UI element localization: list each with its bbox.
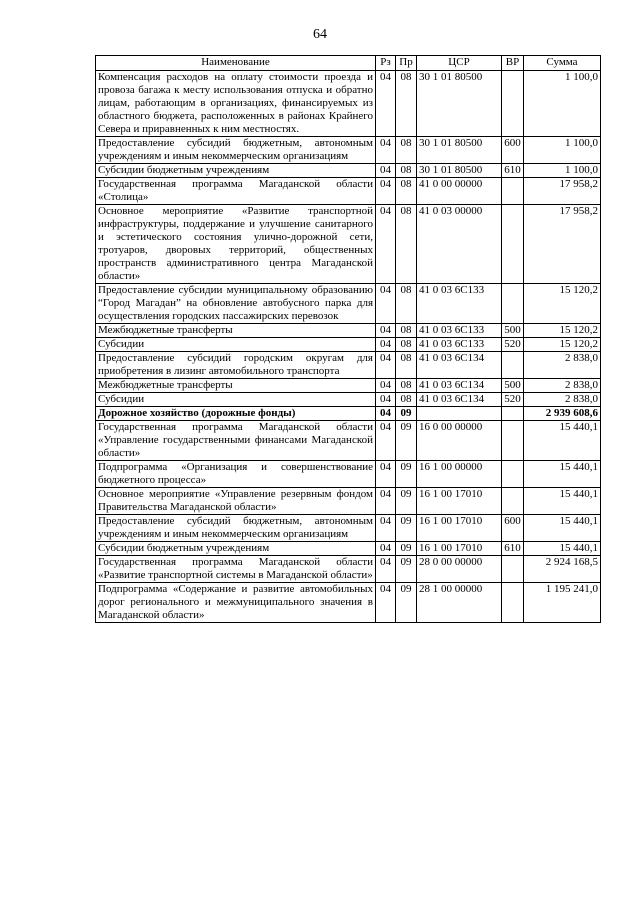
cell-csr: 41 0 03 6С133 — [417, 284, 502, 324]
cell-csr: 41 0 00 00000 — [417, 178, 502, 205]
cell-vr — [502, 178, 524, 205]
cell-pr: 09 — [396, 583, 417, 623]
cell-name: Основное мероприятие «Развитие транспортной инфраструктуры, поддержание и улучшение санитарного и эстетического состояния улично-дорожной сети, тротуаров, дворовых территорий, общественных пространств административного центра Магаданской области» — [96, 205, 376, 284]
page-number: 64 — [313, 27, 327, 42]
cell-vr — [502, 583, 524, 623]
cell-rz: 04 — [376, 352, 396, 379]
header-pr: Пр — [396, 56, 417, 71]
cell-csr: 30 1 01 80500 — [417, 137, 502, 164]
cell-pr: 09 — [396, 488, 417, 515]
table-row — [96, 71, 601, 137]
table-row — [96, 583, 601, 623]
cell-rz: 04 — [376, 338, 396, 352]
cell-name: Компенсация расходов на оплату стоимости проезда и провоза багажа к месту использования отпуска и обратно лицам, работающим в организациях, финансируемых из областного бюджета, расположенных в районах Крайнего Севера и приравненных к ним местностях. — [96, 71, 376, 137]
cell-pr: 08 — [396, 338, 417, 352]
cell-sum: 17 958,2 — [524, 205, 601, 284]
cell-rz: 04 — [376, 164, 396, 178]
cell-sum: 15 440,1 — [524, 542, 601, 556]
cell-csr: 41 0 03 6С134 — [417, 379, 502, 393]
cell-vr: 610 — [502, 164, 524, 178]
cell-csr: 30 1 01 80500 — [417, 164, 502, 178]
cell-csr: 41 0 03 6С133 — [417, 338, 502, 352]
cell-pr: 08 — [396, 164, 417, 178]
cell-rz: 04 — [376, 515, 396, 542]
cell-pr: 09 — [396, 407, 417, 421]
cell-name: Субсидии бюджетным учреждениям — [96, 542, 376, 556]
cell-pr: 09 — [396, 542, 417, 556]
cell-rz: 04 — [376, 393, 396, 407]
cell-name: Государственная программа Магаданской области «Столица» — [96, 178, 376, 205]
cell-vr: 600 — [502, 137, 524, 164]
header-sum: Сумма — [524, 56, 601, 71]
table-row — [96, 515, 601, 542]
cell-sum: 1 100,0 — [524, 164, 601, 178]
table-body — [96, 71, 601, 623]
cell-vr: 520 — [502, 338, 524, 352]
table-row — [96, 542, 601, 556]
header-rz: Рз — [376, 56, 396, 71]
cell-pr: 08 — [396, 178, 417, 205]
cell-sum: 15 120,2 — [524, 324, 601, 338]
cell-rz: 04 — [376, 137, 396, 164]
cell-csr: 16 1 00 00000 — [417, 461, 502, 488]
cell-vr: 520 — [502, 393, 524, 407]
cell-pr: 09 — [396, 421, 417, 461]
cell-csr: 41 0 03 00000 — [417, 205, 502, 284]
cell-sum: 2 838,0 — [524, 393, 601, 407]
cell-pr: 08 — [396, 379, 417, 393]
cell-pr: 08 — [396, 352, 417, 379]
cell-csr: 16 1 00 17010 — [417, 515, 502, 542]
cell-rz: 04 — [376, 421, 396, 461]
cell-pr: 08 — [396, 324, 417, 338]
cell-name: Субсидии — [96, 393, 376, 407]
cell-sum: 2 924 168,5 — [524, 556, 601, 583]
cell-name: Субсидии — [96, 338, 376, 352]
cell-name: Межбюджетные трансферты — [96, 324, 376, 338]
cell-csr: 30 1 01 80500 — [417, 71, 502, 137]
cell-rz: 04 — [376, 379, 396, 393]
cell-sum: 2 939 608,6 — [524, 407, 601, 421]
cell-pr: 09 — [396, 556, 417, 583]
cell-csr: 41 0 03 6С133 — [417, 324, 502, 338]
cell-name: Основное мероприятие «Управление резервным фондом Правительства Магаданской области» — [96, 488, 376, 515]
cell-name: Подпрограмма «Содержание и развитие автомобильных дорог регионального и межмуниципального значения в Магаданской области» — [96, 583, 376, 623]
table-row — [96, 178, 601, 205]
cell-sum: 15 120,2 — [524, 338, 601, 352]
cell-rz: 04 — [376, 407, 396, 421]
cell-name: Межбюджетные трансферты — [96, 379, 376, 393]
cell-vr — [502, 407, 524, 421]
cell-vr: 600 — [502, 515, 524, 542]
cell-vr — [502, 556, 524, 583]
cell-sum: 15 440,1 — [524, 461, 601, 488]
budget-table — [95, 55, 601, 623]
cell-csr: 41 0 03 6С134 — [417, 352, 502, 379]
cell-vr — [502, 205, 524, 284]
cell-csr — [417, 407, 502, 421]
cell-csr: 16 1 00 17010 — [417, 542, 502, 556]
cell-vr — [502, 352, 524, 379]
cell-rz: 04 — [376, 461, 396, 488]
cell-sum: 17 958,2 — [524, 178, 601, 205]
cell-sum: 2 838,0 — [524, 379, 601, 393]
cell-pr: 08 — [396, 71, 417, 137]
cell-vr — [502, 71, 524, 137]
cell-name: Предоставление субсидий бюджетным, автономным учреждениям и иным некоммерческим организациям — [96, 137, 376, 164]
cell-rz: 04 — [376, 556, 396, 583]
cell-vr — [502, 421, 524, 461]
cell-sum: 15 440,1 — [524, 515, 601, 542]
cell-rz: 04 — [376, 178, 396, 205]
cell-sum: 2 838,0 — [524, 352, 601, 379]
table-row — [96, 137, 601, 164]
cell-name: Дорожное хозяйство (дорожные фонды) — [96, 407, 376, 421]
cell-sum: 15 120,2 — [524, 284, 601, 324]
table-row — [96, 461, 601, 488]
header-vr: ВР — [502, 56, 524, 71]
table-row — [96, 164, 601, 178]
cell-vr: 610 — [502, 542, 524, 556]
cell-csr: 28 1 00 00000 — [417, 583, 502, 623]
cell-name: Государственная программа Магаданской области «Развитие транспортной системы в Магаданской области» — [96, 556, 376, 583]
table-row — [96, 338, 601, 352]
cell-pr: 08 — [396, 284, 417, 324]
header-csr: ЦСР — [417, 56, 502, 71]
cell-vr — [502, 284, 524, 324]
cell-rz: 04 — [376, 583, 396, 623]
cell-vr: 500 — [502, 379, 524, 393]
table-row — [96, 407, 601, 421]
cell-pr: 08 — [396, 137, 417, 164]
cell-vr — [502, 461, 524, 488]
table-row — [96, 324, 601, 338]
cell-sum: 1 100,0 — [524, 71, 601, 137]
header-name: Наименование — [96, 56, 376, 71]
cell-rz: 04 — [376, 488, 396, 515]
cell-sum: 15 440,1 — [524, 488, 601, 515]
table-row — [96, 488, 601, 515]
cell-csr: 16 1 00 17010 — [417, 488, 502, 515]
cell-pr: 08 — [396, 205, 417, 284]
cell-pr: 09 — [396, 461, 417, 488]
cell-rz: 04 — [376, 205, 396, 284]
cell-vr — [502, 488, 524, 515]
cell-sum: 1 100,0 — [524, 137, 601, 164]
cell-name: Предоставление субсидий городским округам для приобретения в лизинг автомобильного транспорта — [96, 352, 376, 379]
cell-sum: 1 195 241,0 — [524, 583, 601, 623]
cell-rz: 04 — [376, 542, 396, 556]
table-row — [96, 556, 601, 583]
cell-name: Субсидии бюджетным учреждениям — [96, 164, 376, 178]
cell-rz: 04 — [376, 324, 396, 338]
cell-pr: 09 — [396, 515, 417, 542]
cell-sum: 15 440,1 — [524, 421, 601, 461]
cell-csr: 28 0 00 00000 — [417, 556, 502, 583]
table-row — [96, 379, 601, 393]
table-row — [96, 393, 601, 407]
table-row — [96, 205, 601, 284]
cell-rz: 04 — [376, 284, 396, 324]
cell-rz: 04 — [376, 71, 396, 137]
cell-name: Подпрограмма «Организация и совершенствование бюджетного процесса» — [96, 461, 376, 488]
table-row — [96, 421, 601, 461]
cell-pr: 08 — [396, 393, 417, 407]
cell-csr: 16 0 00 00000 — [417, 421, 502, 461]
table-row — [96, 352, 601, 379]
cell-vr: 500 — [502, 324, 524, 338]
cell-name: Государственная программа Магаданской области «Управление государственными финансами Магаданской области» — [96, 421, 376, 461]
cell-name: Предоставление субсидии муниципальному образованию “Город Магадан” на обновление автобусного парка для осуществления городских пассажирских перевозок — [96, 284, 376, 324]
cell-name: Предоставление субсидий бюджетным, автономным учреждениям и иным некоммерческим организациям — [96, 515, 376, 542]
table-row — [96, 284, 601, 324]
table-header-row — [96, 56, 601, 71]
cell-csr: 41 0 03 6С134 — [417, 393, 502, 407]
